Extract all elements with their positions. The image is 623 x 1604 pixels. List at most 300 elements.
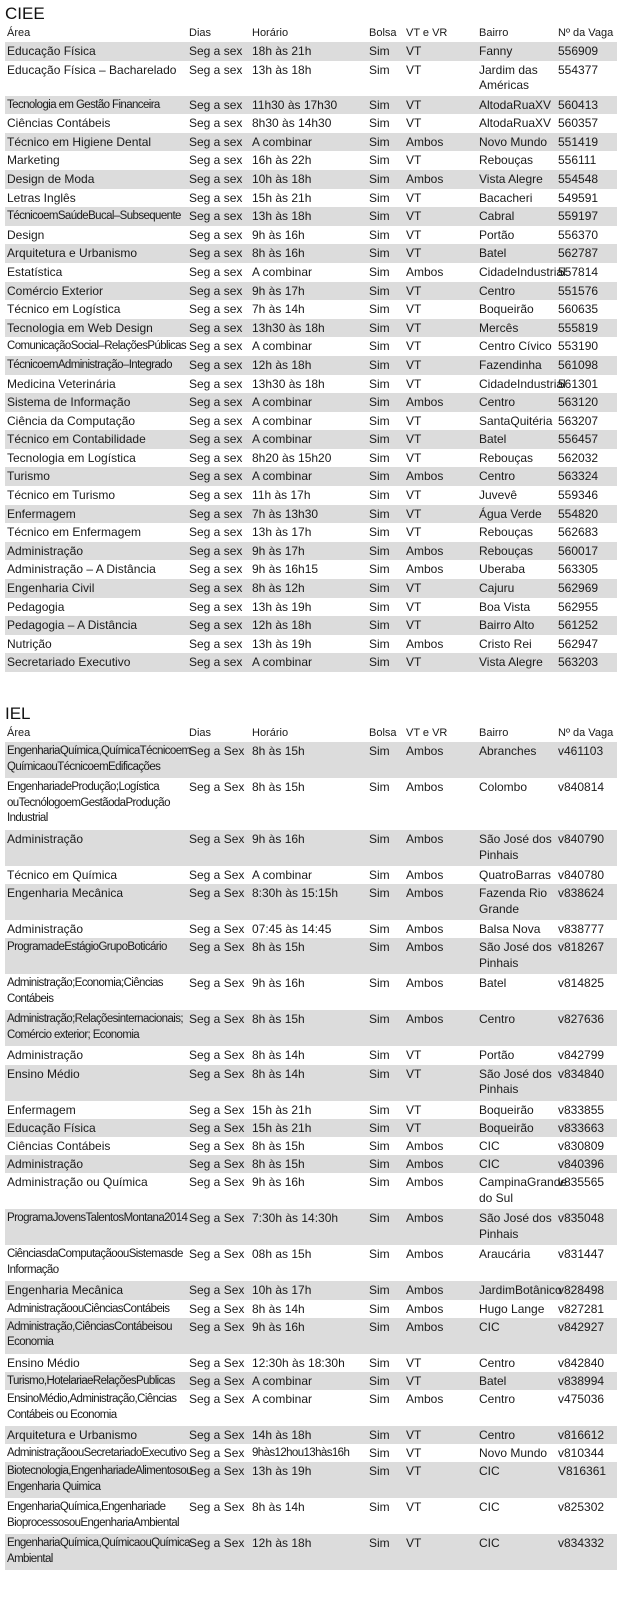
table-row	[5, 42, 617, 61]
table-row	[5, 579, 617, 598]
cell-bolsa: Sim	[369, 1120, 390, 1135]
cell-bairro: Fanny	[479, 44, 513, 58]
cell-bairro: Centro	[479, 469, 516, 484]
cell-horario: 8h às 15h	[252, 1157, 305, 1172]
cell-vaga: v842840	[558, 1355, 605, 1370]
cell-bolsa: Sim	[369, 283, 390, 298]
cell-bolsa: Sim	[369, 1012, 390, 1027]
cell-vaga: 554820	[558, 506, 599, 521]
cell-vt-vr: VT	[406, 581, 422, 596]
cell-dias: Seg a sex	[189, 320, 243, 335]
cell-horario: 18h às 21h	[252, 44, 312, 58]
cell-dias: Seg a sex	[189, 506, 243, 521]
cell-vaga: v827636	[558, 1012, 605, 1027]
cell-horario: A combinar	[252, 1392, 313, 1407]
cell-horario: 9h às 16h	[252, 227, 305, 242]
cell-area: Nutrição	[7, 636, 52, 651]
cell-vaga: 563203	[558, 655, 599, 670]
cell-dias: Seg a Sex	[189, 1247, 245, 1262]
cell-vaga: 562683	[558, 525, 599, 540]
cell-bolsa: Sim	[369, 413, 390, 428]
cell-horario: A combinar	[252, 339, 313, 354]
cell-vaga: 554377	[558, 62, 599, 77]
cell-horario: 13h30 às 18h	[252, 320, 325, 335]
cell-horario: 13h às 19h	[252, 1464, 312, 1479]
cell-area: Design	[7, 227, 45, 242]
table-row	[5, 1462, 617, 1498]
cell-vaga: 561301	[558, 376, 599, 391]
cell-dias: Seg a Sex	[189, 868, 245, 882]
cell-bairro: São José dos Pinhais	[479, 1211, 552, 1241]
cell-dias: Seg a Sex	[189, 1392, 245, 1407]
cell-bolsa: Sim	[369, 886, 390, 901]
cell-horario: 13h às 17h	[252, 525, 312, 540]
cell-vt-vr: Ambos	[406, 868, 444, 882]
cell-vt-vr: Ambos	[406, 134, 444, 149]
cell-dias: Seg a sex	[189, 246, 243, 261]
header-vaga: Nº da Vaga	[558, 27, 614, 39]
cell-bolsa: Sim	[369, 832, 390, 846]
table-row	[5, 830, 617, 866]
table-row	[5, 1137, 617, 1155]
cell-dias: Seg a Sex	[189, 1211, 245, 1226]
cell-dias: Seg a Sex	[189, 1138, 245, 1153]
cell-bolsa: Sim	[369, 599, 390, 614]
cell-dias: Seg a Sex	[189, 1500, 245, 1515]
cell-horario: 10h às 18h	[252, 171, 312, 186]
cell-vaga: v838624	[558, 886, 605, 901]
cell-bairro: Fazendinha	[479, 357, 542, 372]
cell-area: Ciências Contábeis	[7, 116, 111, 131]
cell-bolsa: Sim	[369, 1464, 390, 1479]
cell-area: Tecnologia em Web Design	[7, 320, 153, 335]
cell-vt-vr: VT	[406, 413, 422, 428]
cell-bolsa: Sim	[369, 506, 390, 521]
cell-bolsa: Sim	[369, 1066, 390, 1081]
cell-area: Técnico em Higiene Dental	[7, 134, 152, 149]
cell-horario: 8h às 12h	[252, 581, 305, 596]
cell-area: Administração ou Química	[7, 1175, 148, 1190]
cell-area: Administração	[7, 1048, 84, 1063]
cell-vaga: 551576	[558, 283, 599, 298]
table-row	[5, 920, 617, 938]
cell-vt-vr: VT	[406, 1373, 422, 1388]
cell-dias: Seg a sex	[189, 227, 243, 242]
cell-vt-vr: Ambos	[406, 832, 444, 846]
cell-vaga: 559197	[558, 209, 599, 224]
cell-vaga: v840790	[558, 832, 605, 846]
cell-horario: 9h às 16h	[252, 1319, 305, 1334]
cell-dias: Seg a sex	[189, 153, 243, 168]
cell-bolsa: Sim	[369, 116, 390, 131]
cell-dias: Seg a Sex	[189, 1102, 245, 1117]
cell-bairro: Novo Mundo	[479, 134, 548, 149]
cell-vaga: 556457	[558, 432, 599, 447]
cell-bairro: Rebouças	[479, 450, 534, 465]
cell-bairro: Boa Vista	[479, 599, 531, 614]
table-row	[5, 133, 617, 152]
table-row	[5, 1390, 617, 1426]
cell-dias: Seg a sex	[189, 432, 243, 447]
cell-bolsa: Sim	[369, 153, 390, 168]
cell-bairro: Centro	[479, 1428, 516, 1443]
table-row	[5, 505, 617, 524]
table-row	[5, 1173, 617, 1209]
cell-bairro: JardimBotânico	[479, 1283, 562, 1298]
cell-vaga: v828498	[558, 1283, 605, 1298]
table-row	[5, 1498, 617, 1534]
header-dias: Dias	[189, 27, 212, 39]
cell-dias: Seg a Sex	[189, 940, 245, 955]
cell-dias: Seg a sex	[189, 357, 243, 372]
cell-area: EnsinoMédio,Administração,Ciências Contábeis ou Economia	[7, 1393, 177, 1421]
cell-bairro: Vista Alegre	[479, 655, 543, 670]
cell-horario: 9h às 17h	[252, 543, 305, 558]
cell-bairro: São José dos Pinhais	[479, 940, 552, 970]
cell-bairro: CIC	[479, 1138, 500, 1153]
cell-area: Enfermagem	[7, 506, 76, 521]
cell-bairro: São José dos Pinhais	[479, 1066, 552, 1097]
cell-bolsa: Sim	[369, 922, 390, 937]
cell-horario: 16h às 22h	[252, 153, 312, 168]
table-row	[5, 61, 617, 96]
cell-vaga: v475036	[558, 1392, 605, 1407]
cell-horario: 12h às 18h	[252, 1536, 312, 1551]
cell-horario: A combinar	[252, 655, 313, 670]
cell-dias: Seg a sex	[189, 488, 243, 503]
ciee-header-row	[5, 24, 617, 42]
cell-vaga: 554548	[558, 171, 599, 186]
table-row	[5, 486, 617, 505]
cell-bairro: SantaQuitéria	[479, 413, 553, 428]
cell-vt-vr: VT	[406, 506, 422, 521]
cell-vt-vr: VT	[406, 1500, 422, 1515]
cell-vaga: v833663	[558, 1120, 605, 1135]
cell-bairro: Portão	[479, 227, 515, 242]
cell-vaga: v840780	[558, 868, 605, 882]
cell-vaga: v835048	[558, 1211, 605, 1226]
cell-vt-vr: VT	[406, 1464, 422, 1479]
cell-horario: 08h as 15h	[252, 1247, 312, 1262]
cell-horario: 13h às 19h	[252, 636, 312, 651]
cell-bairro: Rebouças	[479, 525, 534, 540]
cell-vt-vr: VT	[406, 302, 422, 317]
cell-horario: 8h30 às 14h30	[252, 116, 332, 131]
cell-area: Turismo,HotelariaeRelaçõesPublicas	[7, 1374, 175, 1387]
cell-vaga: v833855	[558, 1102, 605, 1117]
cell-horario: 8h às 14h	[252, 1301, 305, 1316]
cell-horario: 14h às 18h	[252, 1428, 312, 1443]
cell-dias: Seg a sex	[189, 62, 243, 77]
cell-bolsa: Sim	[369, 940, 390, 955]
cell-area: Administração;Relaçõesinternacionais; Comércio exterior; Economia	[7, 1013, 183, 1041]
cell-bairro: Boqueirão	[479, 302, 534, 317]
cell-bairro: Vista Alegre	[479, 171, 543, 186]
cell-bairro: Mercês	[479, 320, 519, 335]
cell-bairro: Centro Cívico	[479, 339, 552, 354]
cell-area: EngenhariaQuímica,QuímicaouQuímica Ambiental	[7, 1537, 190, 1565]
cell-dias: Seg a sex	[189, 283, 243, 298]
cell-horario: 8:30h às 15:15h	[252, 886, 339, 901]
cell-vt-vr: Ambos	[406, 1175, 444, 1190]
table-row	[5, 1426, 617, 1444]
cell-vaga: v816612	[558, 1428, 605, 1443]
cell-area: Pedagogia – A Distância	[7, 618, 138, 633]
cell-area: Administração,CiênciasContábeisou Economia	[7, 1320, 172, 1349]
table-row	[5, 1534, 617, 1570]
cell-bolsa: Sim	[369, 1392, 390, 1407]
cell-vt-vr: VT	[406, 227, 422, 242]
cell-bolsa: Sim	[369, 581, 390, 596]
cell-vt-vr: VT	[406, 1355, 422, 1370]
cell-area: Engenharia Civil	[7, 581, 95, 596]
cell-vt-vr: Ambos	[406, 922, 444, 937]
cell-bairro: Boqueirão	[479, 1120, 534, 1135]
cell-bolsa: Sim	[369, 744, 390, 758]
cell-bolsa: Sim	[369, 1373, 390, 1388]
cell-horario: 15h às 21h	[252, 1102, 312, 1117]
cell-area: Ensino Médio	[7, 1066, 80, 1081]
cell-vt-vr: VT	[406, 376, 422, 391]
cell-dias: Seg a sex	[189, 581, 243, 596]
cell-vt-vr: VT	[406, 1066, 422, 1081]
cell-bairro: Juvevê	[479, 488, 518, 503]
cell-bolsa: Sim	[369, 636, 390, 651]
table-row	[5, 1300, 617, 1318]
cell-vt-vr: VT	[406, 450, 422, 465]
cell-dias: Seg a sex	[189, 190, 243, 205]
cell-dias: Seg a Sex	[189, 1120, 245, 1135]
cell-dias: Seg a Sex	[189, 1175, 245, 1190]
cell-horario: 12:30h às 18:30h	[252, 1355, 345, 1370]
header-area: Área	[7, 727, 31, 739]
table-row	[5, 319, 617, 338]
cell-bairro: Araucária	[479, 1247, 531, 1262]
cell-bairro: Água Verde	[479, 506, 542, 521]
cell-vaga: 563305	[558, 562, 599, 577]
header-vt-vr: VT e VR	[406, 27, 448, 39]
ciee-title: CIEE	[5, 4, 45, 23]
cell-area: Administração	[7, 1157, 84, 1172]
cell-horario: A combinar	[252, 469, 313, 484]
table-row	[5, 1281, 617, 1299]
cell-horario: 9h às 16h	[252, 832, 305, 846]
cell-area: AdministraçãoouSecretariadoExecutivo	[7, 1447, 187, 1460]
cell-bairro: Batel	[479, 432, 507, 447]
cell-dias: Seg a Sex	[189, 1355, 245, 1370]
cell-dias: Seg a sex	[189, 599, 243, 614]
cell-vt-vr: VT	[406, 655, 422, 670]
cell-dias: Seg a sex	[189, 209, 243, 224]
cell-bolsa: Sim	[369, 376, 390, 391]
cell-vt-vr: Ambos	[406, 562, 444, 577]
cell-horario: 07:45 às 14:45	[252, 922, 332, 937]
cell-vt-vr: Ambos	[406, 1319, 444, 1334]
cell-bairro: Batel	[479, 1373, 507, 1388]
cell-vt-vr: VT	[406, 283, 422, 298]
cell-vt-vr: VT	[406, 190, 422, 205]
cell-horario: 13h30 às 18h	[252, 376, 325, 391]
cell-bairro: Centro	[479, 1392, 516, 1407]
cell-vt-vr: Ambos	[406, 1157, 444, 1172]
cell-bairro: Abranches	[479, 744, 537, 758]
cell-vt-vr: Ambos	[406, 744, 444, 758]
ciee-section	[5, 4, 617, 672]
table-row	[5, 866, 617, 884]
cell-vaga: 562947	[558, 636, 599, 651]
cell-area: Design de Moda	[7, 171, 95, 186]
cell-vaga: v842799	[558, 1048, 605, 1063]
cell-bairro: CIC	[479, 1319, 500, 1334]
cell-bairro: Colombo	[479, 780, 528, 794]
cell-vt-vr: VT	[406, 1102, 422, 1117]
cell-vt-vr: VT	[406, 97, 422, 112]
cell-area: Técnico em Química	[7, 868, 118, 882]
cell-area: Tecnologia em Gestão Financeira	[7, 98, 160, 111]
cell-bolsa: Sim	[369, 1536, 390, 1551]
cell-vt-vr: Ambos	[406, 1012, 444, 1027]
cell-bairro: Novo Mundo	[479, 1446, 548, 1461]
cell-dias: Seg a sex	[189, 302, 243, 317]
cell-bolsa: Sim	[369, 246, 390, 261]
cell-area: Educação Física – Bacharelado	[7, 62, 177, 77]
table-row	[5, 393, 617, 412]
table-row	[5, 1444, 617, 1462]
table-row	[5, 207, 617, 226]
cell-bolsa: Sim	[369, 1446, 390, 1461]
table-row	[5, 938, 617, 974]
table-row	[5, 1318, 617, 1354]
cell-area: Enfermagem	[7, 1102, 76, 1117]
cell-vaga: v834840	[558, 1066, 605, 1081]
cell-dias: Seg a Sex	[189, 1048, 245, 1063]
cell-area: Educação Física	[7, 1120, 96, 1135]
cell-dias: Seg a Sex	[189, 1301, 245, 1316]
cell-vt-vr: VT	[406, 357, 422, 372]
cell-vt-vr: Ambos	[406, 469, 444, 484]
cell-vt-vr: VT	[406, 44, 422, 58]
table-row	[5, 244, 617, 263]
cell-bolsa: Sim	[369, 488, 390, 503]
cell-bairro: Batel	[479, 976, 507, 991]
cell-horario: 8h às 16h	[252, 246, 305, 261]
cell-area: Técnico em Turismo	[7, 488, 116, 503]
header-horario: Horário	[252, 27, 289, 39]
cell-bairro: CidadeIndustrial	[479, 264, 566, 279]
cell-vt-vr: VT	[406, 1120, 422, 1135]
cell-bairro: Centro	[479, 395, 516, 410]
cell-vaga: v810344	[558, 1446, 605, 1461]
cell-bairro: Jardim das Américas	[479, 62, 538, 93]
cell-vaga: v834332	[558, 1536, 605, 1551]
cell-area: Tecnologia em Logística	[7, 450, 136, 465]
cell-bolsa: Sim	[369, 1048, 390, 1063]
cell-horario: 9h às 16h	[252, 1175, 305, 1190]
cell-area: Técnico em Enfermagem	[7, 525, 142, 540]
cell-vt-vr: Ambos	[406, 780, 444, 794]
table-row	[5, 1372, 617, 1390]
cell-vt-vr: Ambos	[406, 264, 444, 279]
iel-section	[5, 704, 617, 1570]
cell-dias: Seg a Sex	[189, 1283, 245, 1298]
cell-bairro: Rebouças	[479, 543, 534, 558]
cell-bairro: Portão	[479, 1048, 515, 1063]
cell-area: Comércio Exterior	[7, 283, 104, 298]
cell-vt-vr: Ambos	[406, 395, 444, 410]
cell-dias: Seg a Sex	[189, 1066, 245, 1081]
table-row	[5, 170, 617, 189]
cell-horario: 7:30h às 14:30h	[252, 1211, 339, 1226]
cell-horario: 8h às 15h	[252, 1012, 305, 1027]
cell-dias: Seg a sex	[189, 264, 243, 279]
cell-horario: 9h às 16h	[252, 976, 305, 991]
cell-area: Administração	[7, 832, 84, 846]
header-bolsa: Bolsa	[369, 27, 397, 39]
cell-area: Técnico em Contabilidade	[7, 432, 146, 447]
cell-vaga: v831447	[558, 1247, 605, 1262]
cell-area: Ciência da Computação	[7, 413, 136, 428]
cell-vt-vr: Ambos	[406, 636, 444, 651]
table-row	[5, 884, 617, 920]
cell-bolsa: Sim	[369, 171, 390, 186]
cell-dias: Seg a Sex	[189, 1464, 245, 1479]
table-row	[5, 114, 617, 133]
cell-dias: Seg a sex	[189, 44, 243, 58]
cell-area: EngenhariadeProdução;Logística ouTecnólogoemGestãodaProdução Industrial	[7, 781, 170, 824]
cell-area: Arquitetura e Urbanismo	[7, 1428, 138, 1443]
cell-dias: Seg a sex	[189, 171, 243, 186]
table-row	[5, 263, 617, 282]
table-row	[5, 356, 617, 375]
cell-area: EngenhariaQuímica,QuímicaTécnicoem QuímicaouTécnicoemEdificações	[7, 745, 191, 773]
cell-horario: 7h às 13h30	[252, 506, 319, 521]
cell-bolsa: Sim	[369, 976, 390, 991]
cell-area: Sistema de Informação	[7, 395, 131, 410]
cell-vaga: v835565	[558, 1175, 605, 1190]
cell-bairro: Balsa Nova	[479, 922, 541, 937]
cell-horario: 8h às 14h	[252, 1048, 305, 1063]
cell-horario: 9h às 16h15	[252, 562, 319, 577]
cell-vt-vr: VT	[406, 618, 422, 633]
cell-area: Biotecnologia,EngenhariadeAlimentosou Engenharia Quimica	[7, 1465, 192, 1493]
table-row	[5, 412, 617, 431]
table-row	[5, 598, 617, 617]
cell-area: Administração	[7, 922, 84, 937]
cell-bolsa: Sim	[369, 209, 390, 224]
table-row	[5, 1354, 617, 1372]
cell-bolsa: Sim	[369, 1175, 390, 1190]
cell-bolsa: Sim	[369, 227, 390, 242]
cell-bairro: Centro	[479, 283, 516, 298]
cell-bolsa: Sim	[369, 450, 390, 465]
cell-dias: Seg a Sex	[189, 780, 245, 794]
cell-area: Engenharia Mecânica	[7, 1283, 124, 1298]
cell-horario: 15h às 21h	[252, 1120, 312, 1135]
cell-vaga: v830809	[558, 1138, 605, 1153]
cell-vaga: 561252	[558, 618, 599, 633]
cell-bairro: CIC	[479, 1500, 500, 1515]
cell-dias: Seg a sex	[189, 655, 243, 670]
cell-area: TécnicoemSaúdeBucal–Subsequente	[7, 210, 181, 223]
cell-horario: 13h às 19h	[252, 599, 312, 614]
cell-horario: A combinar	[252, 134, 313, 149]
cell-vaga: 562787	[558, 246, 599, 261]
cell-bairro: CIC	[479, 1464, 500, 1479]
cell-vaga: 551419	[558, 134, 599, 149]
cell-horario: A combinar	[252, 264, 313, 279]
table-row	[5, 300, 617, 319]
cell-bairro: AltodaRuaXV	[479, 97, 552, 112]
